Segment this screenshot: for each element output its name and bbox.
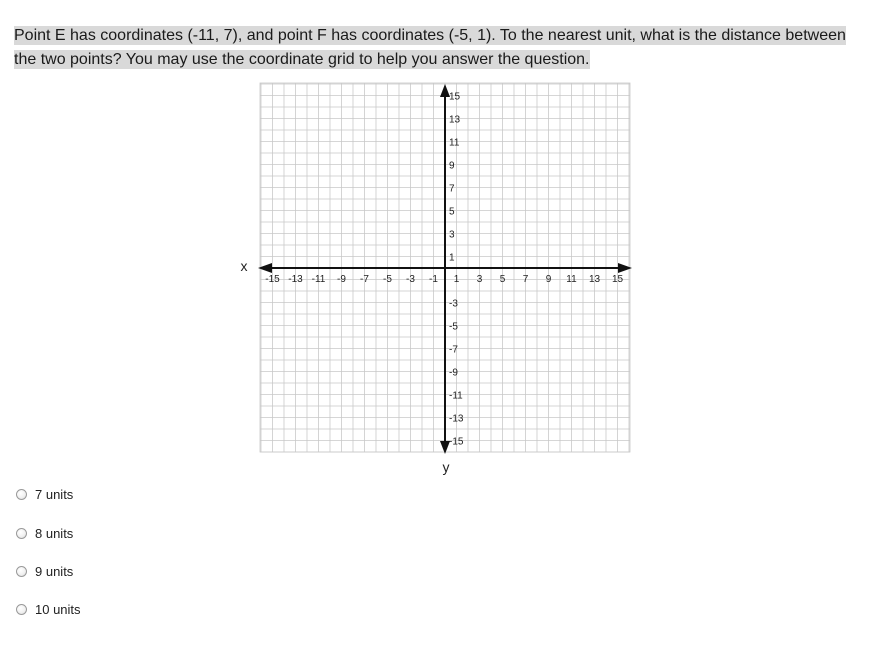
answer-option-4[interactable] bbox=[14, 599, 81, 619]
y-tick-label: -15 bbox=[449, 436, 464, 448]
y-tick-label: -13 bbox=[449, 413, 464, 425]
radio-button[interactable] bbox=[16, 566, 27, 577]
x-tick-label: 15 bbox=[611, 274, 624, 285]
question-highlight: Point E has coordinates (-11, 7), and point F has coordinates (-5, 1). To the nearest unit, what is the distance between the two points? You may use the coordinate grid to help you answer the question. bbox=[14, 27, 846, 68]
x-tick-label: 11 bbox=[566, 274, 577, 285]
y-tick-label: -5 bbox=[449, 321, 458, 333]
x-tick-label: -5 bbox=[383, 274, 392, 285]
y-tick-label: 15 bbox=[449, 91, 461, 103]
x-tick-label: 9 bbox=[545, 274, 552, 285]
y-tick-label: -7 bbox=[449, 344, 458, 356]
y-tick-label: -9 bbox=[449, 367, 458, 379]
answer-option-1[interactable] bbox=[14, 484, 73, 504]
y-axis-label: y bbox=[442, 459, 450, 475]
x-tick-label: 3 bbox=[476, 274, 483, 285]
answer-label: 10 units bbox=[35, 601, 81, 617]
y-tick-label: 5 bbox=[449, 206, 455, 218]
y-tick-label: 7 bbox=[449, 183, 455, 195]
radio-button[interactable] bbox=[16, 604, 27, 615]
answer-option-2[interactable] bbox=[14, 523, 73, 543]
y-tick-label: -3 bbox=[449, 298, 458, 310]
x-tick-label: 7 bbox=[522, 274, 529, 285]
answer-label: 8 units bbox=[35, 525, 74, 541]
x-tick-label: -13 bbox=[288, 274, 303, 285]
x-tick-label: -1 bbox=[429, 274, 438, 285]
x-tick-label: 5 bbox=[499, 274, 506, 285]
x-tick-label: 1 bbox=[453, 274, 460, 285]
radio-button[interactable] bbox=[16, 489, 27, 500]
y-tick-label: 3 bbox=[449, 229, 455, 241]
y-tick-label: -11 bbox=[449, 390, 463, 402]
y-tick-label: 13 bbox=[449, 114, 461, 126]
y-tick-label: 1 bbox=[449, 252, 455, 264]
x-tick-label: -15 bbox=[265, 274, 280, 285]
answer-label: 7 units bbox=[35, 486, 74, 502]
x-axis-label: x bbox=[240, 258, 248, 274]
x-tick-label: 13 bbox=[588, 274, 601, 285]
x-tick-label: -11 bbox=[311, 274, 326, 285]
answer-option-3[interactable] bbox=[14, 561, 73, 581]
answer-label: 9 units bbox=[35, 563, 74, 579]
x-tick-label: -9 bbox=[337, 274, 346, 285]
x-tick-label: -7 bbox=[360, 274, 369, 285]
x-tick-label: -3 bbox=[406, 274, 415, 285]
y-tick-label: 9 bbox=[449, 160, 455, 172]
axes bbox=[258, 84, 632, 454]
y-tick-label: 11 bbox=[449, 137, 460, 149]
radio-button[interactable] bbox=[16, 528, 27, 539]
